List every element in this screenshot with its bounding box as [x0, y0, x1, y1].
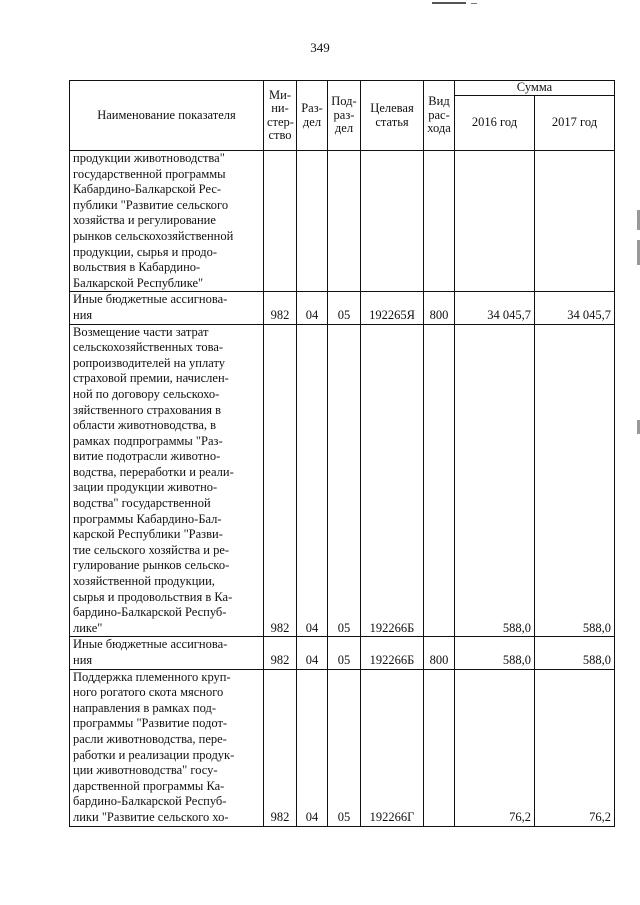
row-target: 192265Я — [361, 292, 424, 324]
row-name: Поддержка племенного круп- ного рогатого скота мясного направления в рамках под- программы "Развитие подот- расли животноводства, пере- работки и реализации продук- ции животноводства" госу- дарственной программы Ка- бардино-Балкарской Респуб- лики "Развитие сельского хо- — [70, 669, 264, 826]
row-target: 192266Г — [361, 669, 424, 826]
table-row — [70, 637, 615, 669]
row-name: продукции животноводства" государственной программы Кабардино-Балкарской Рес- публики "Развитие сельского хозяйства и регулирование рынков сельскохозяйственной продукции, сырья и продо- вольствия в Кабардино- Балкарской Республике" — [70, 151, 264, 292]
row-ministry: 982 — [264, 292, 297, 324]
scan-mark — [471, 3, 477, 4]
row-subsection — [328, 151, 361, 292]
row-sum-2017: 588,0 — [535, 324, 615, 637]
header-section: Раз- дел — [297, 81, 328, 151]
row-sum-2016: 588,0 — [455, 637, 535, 669]
row-subsection: 05 — [328, 669, 361, 826]
scan-mark — [432, 2, 466, 4]
row-ministry — [264, 151, 297, 292]
header-ministry: Ми- ни- стер- ство — [264, 81, 297, 151]
row-expense-type — [424, 324, 455, 637]
table-row — [70, 151, 615, 292]
table-row — [70, 324, 615, 637]
row-target: 192266Б — [361, 324, 424, 637]
row-expense-type: 800 — [424, 292, 455, 324]
row-sum-2016: 34 045,7 — [455, 292, 535, 324]
header-name: Наименование показателя — [70, 81, 264, 151]
header-subsection: Под- раз- дел — [328, 81, 361, 151]
header-year-2017: 2017 год — [535, 96, 615, 151]
row-name: Иные бюджетные ассигнова- ния — [70, 637, 264, 669]
header-year-2016: 2016 год — [455, 96, 535, 151]
row-subsection: 05 — [328, 324, 361, 637]
row-ministry: 982 — [264, 324, 297, 637]
row-section — [297, 151, 328, 292]
row-expense-type: 800 — [424, 637, 455, 669]
row-ministry: 982 — [264, 637, 297, 669]
row-sum-2017: 588,0 — [535, 637, 615, 669]
row-expense-type — [424, 151, 455, 292]
row-subsection: 05 — [328, 292, 361, 324]
row-sum-2016: 76,2 — [455, 669, 535, 826]
row-subsection: 05 — [328, 637, 361, 669]
row-name: Возмещение части затрат сельскохозяйственных това- ропроизводителей на уплату страховой премии, начислен- ной по договору сельскохо- зяйственного страхования в области животноводства, в рамках подпрограммы "Раз- витие подотрасли животно- водства, переработки и реали- зации продукции животно- водства" государственной программы Кабардино-Бал- карской Республики "Разви- тие сельского хозяйства и ре- гулирование рынков сельско- хозяйственной продукции, сырья и продовольствия в Ка- бардино-Балкарской Респуб- лике" — [70, 324, 264, 637]
row-name: Иные бюджетные ассигнова- ния — [70, 292, 264, 324]
row-ministry: 982 — [264, 669, 297, 826]
row-section: 04 — [297, 637, 328, 669]
row-sum-2017: 76,2 — [535, 669, 615, 826]
header-target: Целевая статья — [361, 81, 424, 151]
row-sum-2016 — [455, 151, 535, 292]
header-expense-type: Вид рас- хода — [424, 81, 455, 151]
page-number: 349 — [310, 40, 330, 55]
row-sum-2017 — [535, 151, 615, 292]
row-sum-2017: 34 045,7 — [535, 292, 615, 324]
row-section: 04 — [297, 324, 328, 637]
table-row — [70, 669, 615, 826]
row-target: 192266Б — [361, 637, 424, 669]
header-sum: Сумма — [455, 81, 615, 96]
row-target — [361, 151, 424, 292]
budget-table — [69, 80, 615, 827]
row-sum-2016: 588,0 — [455, 324, 535, 637]
table-row — [70, 292, 615, 324]
row-expense-type — [424, 669, 455, 826]
row-section: 04 — [297, 292, 328, 324]
row-section: 04 — [297, 669, 328, 826]
